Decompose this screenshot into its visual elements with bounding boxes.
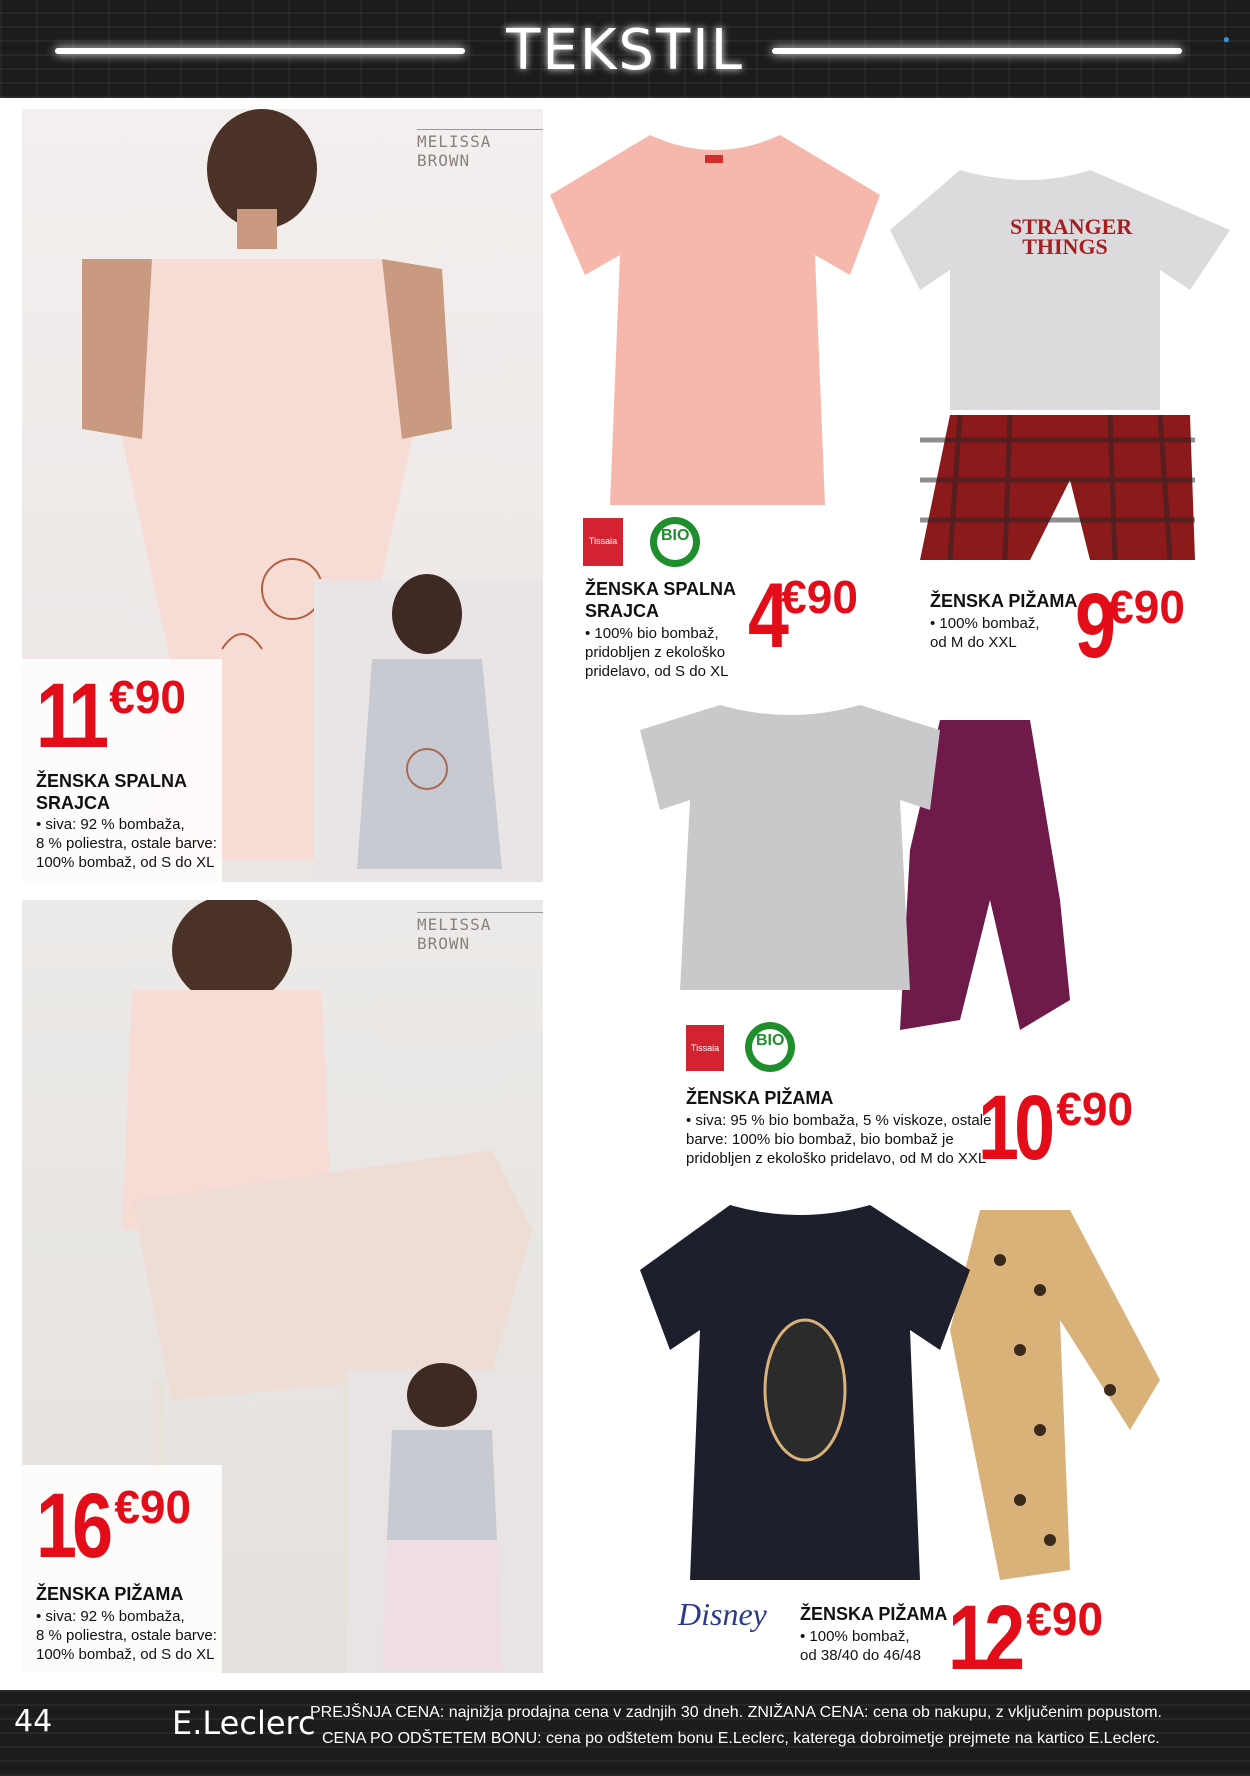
bio-badge-text: BIO bbox=[756, 1032, 785, 1049]
product-photo-grey-purple-pyjama bbox=[640, 700, 1160, 1050]
page-number: 44 bbox=[14, 1704, 53, 1739]
corner-mark-icon: ● bbox=[1222, 32, 1230, 46]
tissaia-logo-text: Tissaia bbox=[690, 1043, 720, 1053]
product-desc-2 bbox=[585, 624, 728, 681]
price-tag-5 bbox=[36, 1475, 192, 1577]
desc-line: • 100% bombaž, bbox=[930, 615, 1040, 632]
price-main: 11 bbox=[36, 665, 105, 767]
price-tag-3 bbox=[1075, 575, 1185, 677]
title-line: ŽENSKA PIŽAMA bbox=[930, 591, 1078, 611]
title-line: ŽENSKA SPALNA bbox=[36, 771, 188, 791]
title-line: ŽENSKA PIŽAMA bbox=[686, 1088, 834, 1108]
desc-line: od M do XXL bbox=[930, 634, 1017, 651]
melissa-brown-logo: MELISSA BROWN bbox=[417, 912, 543, 953]
disney-logo: Disney bbox=[678, 1596, 767, 1632]
price-cents: €90 bbox=[781, 571, 858, 623]
title-line: ŽENSKA PIŽAMA bbox=[800, 1604, 948, 1624]
desc-line: • siva: 95 % bio bombaža, 5 % viskoze, ostale bbox=[686, 1112, 992, 1129]
title-line: ŽENSKA PIŽAMA bbox=[36, 1584, 184, 1604]
page-header bbox=[0, 0, 1250, 98]
price-cents: €90 bbox=[1026, 1593, 1104, 1645]
melissa-brown-logo: MELISSA BROWN bbox=[417, 129, 543, 170]
desc-line: pridobljen z ekološko bbox=[585, 644, 726, 661]
product-photo-stranger-things-pyjama bbox=[890, 160, 1235, 560]
footer-disclaimer-line-2: CENA PO ODŠTETEM BONU: cena po odštetem bonu E.Leclerc, katerega dobroimetje prejmete na kartico E.Leclerc. bbox=[322, 1730, 1160, 1747]
desc-line: 8 % poliestra, ostale barve: bbox=[36, 1627, 217, 1644]
price-cents: €90 bbox=[109, 671, 187, 723]
bio-badge-icon bbox=[738, 1020, 798, 1075]
page-footer bbox=[0, 1690, 1250, 1776]
pink-shirt-illustration bbox=[550, 125, 880, 525]
desc-line: • siva: 92 % bombaža, bbox=[36, 1608, 185, 1625]
page-title: TEKSTIL bbox=[506, 18, 744, 83]
product-title-2 bbox=[585, 578, 736, 622]
price-tag-4 bbox=[978, 1077, 1134, 1179]
product-desc-3 bbox=[930, 614, 1039, 652]
title-line: ŽENSKA SPALNA bbox=[585, 579, 737, 599]
bio-badge-icon bbox=[643, 515, 703, 570]
stranger-things-print: STRANGER THINGS bbox=[1010, 214, 1133, 259]
desc-line: pridelavo, od S do XL bbox=[585, 663, 729, 680]
product-title-4 bbox=[686, 1087, 833, 1109]
price-main: 4 bbox=[748, 565, 785, 667]
price-tag-2 bbox=[748, 565, 858, 667]
price-cents: €90 bbox=[1056, 1083, 1134, 1135]
desc-line: barve: 100% bio bombaž, bio bombaž je bbox=[686, 1131, 954, 1148]
price-main: 12 bbox=[948, 1587, 1021, 1689]
title-line: SRAJCA bbox=[36, 793, 111, 813]
bio-badge-text: BIO bbox=[661, 527, 690, 544]
product-title-6 bbox=[800, 1603, 947, 1625]
header-line-right bbox=[772, 48, 1182, 54]
desc-line: 100% bombaž, od S do XL bbox=[36, 854, 215, 871]
tissaia-logo bbox=[583, 518, 623, 566]
desc-line: • 100% bombaž, bbox=[800, 1628, 910, 1645]
price-cents: €90 bbox=[114, 1481, 192, 1533]
title-line: SRAJCA bbox=[585, 601, 660, 621]
product-desc-6 bbox=[800, 1627, 921, 1665]
product-photo-minnie-pyjama bbox=[640, 1200, 1170, 1590]
price-main: 10 bbox=[978, 1077, 1051, 1179]
price-main: 16 bbox=[36, 1475, 109, 1577]
product-desc-4 bbox=[686, 1111, 991, 1168]
desc-line: 100% bombaž, od S do XL bbox=[36, 1646, 215, 1663]
eleclerc-logo: E.Leclerc bbox=[172, 1704, 316, 1742]
grey-purple-pyjama-illustration bbox=[640, 700, 1160, 1050]
product-desc-1 bbox=[36, 815, 217, 872]
desc-line: • 100% bio bombaž, bbox=[585, 625, 719, 642]
desc-line: pridobljen z ekološko pridelavo, od M do XXL bbox=[686, 1150, 987, 1167]
tissaia-logo-text: Tissaia bbox=[588, 536, 618, 546]
tissaia-logo bbox=[686, 1025, 724, 1071]
product-photo-pink-shirt bbox=[550, 125, 880, 525]
price-cents: €90 bbox=[1108, 581, 1185, 633]
price-tag-6 bbox=[948, 1587, 1104, 1689]
price-tag-1 bbox=[36, 665, 187, 767]
product-title-3 bbox=[930, 590, 1077, 612]
product-title-1 bbox=[36, 770, 187, 814]
minnie-pyjama-illustration bbox=[640, 1200, 1170, 1590]
price-main: 9 bbox=[1075, 575, 1112, 677]
desc-line: od 38/40 do 46/48 bbox=[800, 1647, 921, 1664]
product-desc-5 bbox=[36, 1607, 217, 1664]
desc-line: • siva: 92 % bombaža, bbox=[36, 816, 185, 833]
product-title-5 bbox=[36, 1583, 183, 1605]
footer-disclaimer-line-1: PREJŠNJA CENA: najnižja prodajna cena v zadnjih 30 dneh. ZNIŽANA CENA: cena ob nakupu, z vključenim popustom. bbox=[310, 1704, 1162, 1721]
desc-line: 8 % poliestra, ostale barve: bbox=[36, 835, 217, 852]
